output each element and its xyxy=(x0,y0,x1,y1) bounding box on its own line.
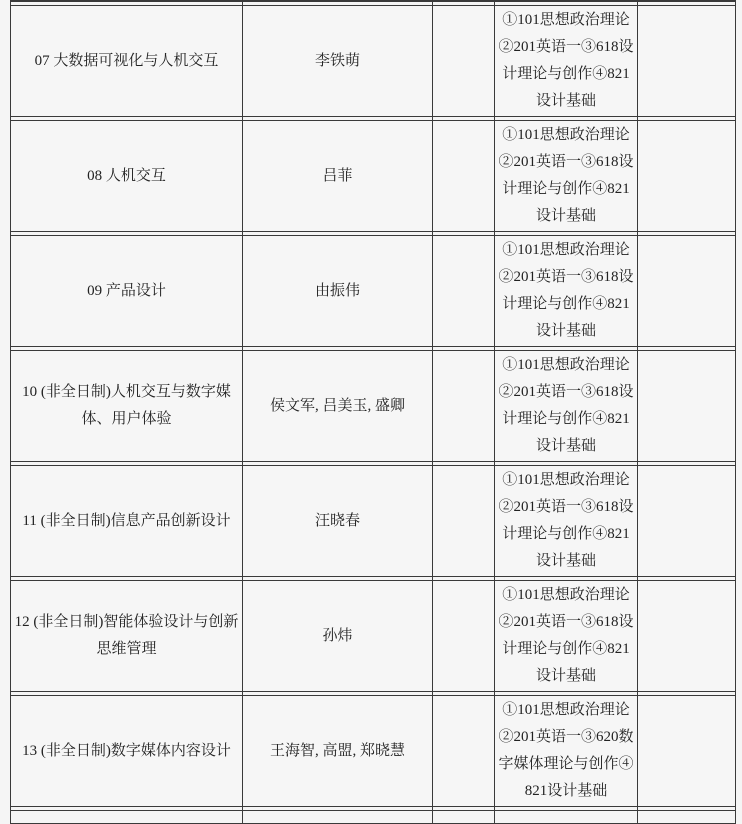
admissions-table-wrapper xyxy=(10,0,735,824)
table-edge-row-bottom xyxy=(11,811,736,824)
cut-cell xyxy=(433,811,495,824)
empty-col5-cell xyxy=(638,236,736,347)
table-row xyxy=(11,6,736,117)
empty-col3-cell xyxy=(433,351,495,462)
subjects-cell: ①101思想政治理论②201英语一③618设计理论与创作④821设计基础 xyxy=(495,581,638,692)
advisors-cell: 侯文军, 吕美玉, 盛卿 xyxy=(243,351,433,462)
table-row xyxy=(11,351,736,462)
subjects-cell: ①101思想政治理论②201英语一③618设计理论与创作④821设计基础 xyxy=(495,351,638,462)
cut-cell xyxy=(495,811,638,824)
empty-col5-cell xyxy=(638,351,736,462)
cut-cell xyxy=(638,811,736,824)
table-row xyxy=(11,236,736,347)
advisors-cell: 由振伟 xyxy=(243,236,433,347)
direction-cell: 12 (非全日制)智能体验设计与创新思维管理 xyxy=(11,581,243,692)
subjects-cell: ①101思想政治理论②201英语一③618设计理论与创作④821设计基础 xyxy=(495,236,638,347)
table-row xyxy=(11,121,736,232)
admissions-table xyxy=(10,0,736,824)
empty-col5-cell xyxy=(638,696,736,807)
cut-cell xyxy=(11,811,243,824)
subjects-cell: ①101思想政治理论②201英语一③618设计理论与创作④821设计基础 xyxy=(495,6,638,117)
subjects-cell: ①101思想政治理论②201英语一③618设计理论与创作④821设计基础 xyxy=(495,121,638,232)
advisors-cell: 吕菲 xyxy=(243,121,433,232)
subjects-cell: ①101思想政治理论②201英语一③620数字媒体理论与创作④821设计基础 xyxy=(495,696,638,807)
advisors-cell: 王海智, 高盟, 郑晓慧 xyxy=(243,696,433,807)
direction-cell: 13 (非全日制)数字媒体内容设计 xyxy=(11,696,243,807)
empty-col5-cell xyxy=(638,581,736,692)
empty-col5-cell xyxy=(638,121,736,232)
direction-cell: 07 大数据可视化与人机交互 xyxy=(11,6,243,117)
empty-col5-cell xyxy=(638,466,736,577)
table-row xyxy=(11,696,736,807)
empty-col3-cell xyxy=(433,236,495,347)
direction-cell: 09 产品设计 xyxy=(11,236,243,347)
subjects-cell: ①101思想政治理论②201英语一③618设计理论与创作④821设计基础 xyxy=(495,466,638,577)
advisors-cell: 汪晓春 xyxy=(243,466,433,577)
direction-cell: 11 (非全日制)信息产品创新设计 xyxy=(11,466,243,577)
empty-col3-cell xyxy=(433,466,495,577)
advisors-cell: 李铁萌 xyxy=(243,6,433,117)
direction-cell: 08 人机交互 xyxy=(11,121,243,232)
table-row xyxy=(11,581,736,692)
empty-col3-cell xyxy=(433,121,495,232)
cut-cell xyxy=(243,811,433,824)
direction-cell: 10 (非全日制)人机交互与数字媒体、用户体验 xyxy=(11,351,243,462)
empty-col3-cell xyxy=(433,696,495,807)
empty-col3-cell xyxy=(433,581,495,692)
empty-col3-cell xyxy=(433,6,495,117)
empty-col5-cell xyxy=(638,6,736,117)
advisors-cell: 孙炜 xyxy=(243,581,433,692)
table-row xyxy=(11,466,736,577)
